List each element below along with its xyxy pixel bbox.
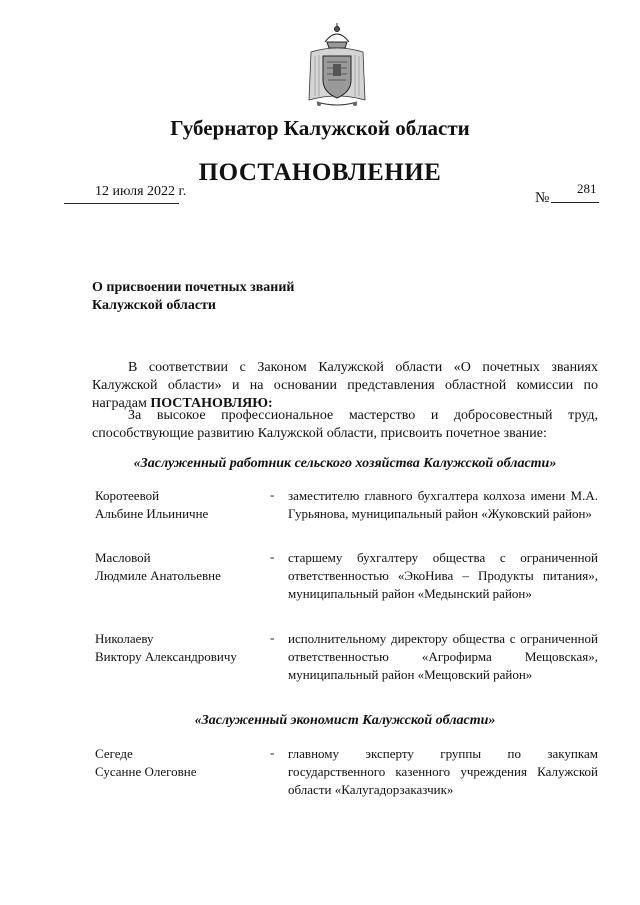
recipient-surname: Сегеде (95, 746, 133, 761)
recipient-name (95, 549, 221, 585)
subject-line-1: О присвоении почетных званий (92, 280, 295, 295)
recipient-given-names: Людмиле Анатольевне (95, 568, 221, 583)
recipient-given-names: Виктору Александровичу (95, 649, 237, 664)
number-label: № (535, 190, 550, 206)
recipient-given-names: Альбине Ильиничне (95, 506, 209, 521)
entry-dash: - (270, 487, 275, 502)
coat-of-arms-icon (305, 22, 369, 110)
recipient-position: заместителю главного бухгалтера колхоза имени М.А. Гурьянова, муниципальный район «Жуковский район» (288, 488, 598, 521)
recipient-position: старшему бухгалтеру общества с ограниченной ответственностью «ЭкоНива – Продукты питания», муниципальный район «Медынский район» (288, 550, 598, 601)
number-underline (551, 202, 599, 203)
subject-line-2: Калужской области (92, 298, 216, 313)
recipient-position: главному эксперту группы по закупкам государственного казенного учреждения Калужской области «Калугадорзаказчик» (288, 746, 598, 797)
document-subject (92, 279, 294, 315)
recipient-given-names: Сусанне Олеговне (95, 764, 197, 779)
preamble-text: В соответствии с Законом Калужской области «О почетных званиях Калужской области» и на основании представления областной комиссии по наградам (92, 360, 598, 411)
recipient-surname: Масловой (95, 550, 151, 565)
award-title-economist: «Заслуженный экономист Калужской области» (194, 713, 496, 728)
recipient-name (95, 745, 197, 781)
entry-dash: - (270, 630, 275, 645)
entry-dash: - (270, 745, 275, 760)
issuing-authority: Губернатор Калужской области (170, 116, 470, 140)
decree-keyword: ПОСТАНОВЛЯЮ: (150, 396, 273, 411)
entry-dash: - (270, 549, 275, 564)
recipient-position: исполнительному директору общества с ограниченной ответственностью «Агрофирма Мещовская», муниципальный район «Мещовский район» (288, 631, 598, 682)
award-title-agriculture: «Заслуженный работник сельского хозяйства Калужской области» (133, 456, 557, 471)
award-paragraph: За высокое профессиональное мастерство и добросовестный труд, способствующие развитию Калужской области, присвоить почетное звание: (92, 408, 598, 441)
preamble-paragraph (92, 359, 598, 413)
document-date: 12 июля 2022 г. (95, 184, 187, 199)
document-type: ПОСТАНОВЛЕНИЕ (198, 159, 442, 186)
recipient-surname: Николаеву (95, 631, 154, 646)
recipient-surname: Коротеевой (95, 488, 160, 503)
date-underline (64, 203, 179, 204)
recipient-name (95, 487, 208, 523)
document-number: 281 (577, 181, 597, 196)
recipient-name (95, 630, 237, 666)
